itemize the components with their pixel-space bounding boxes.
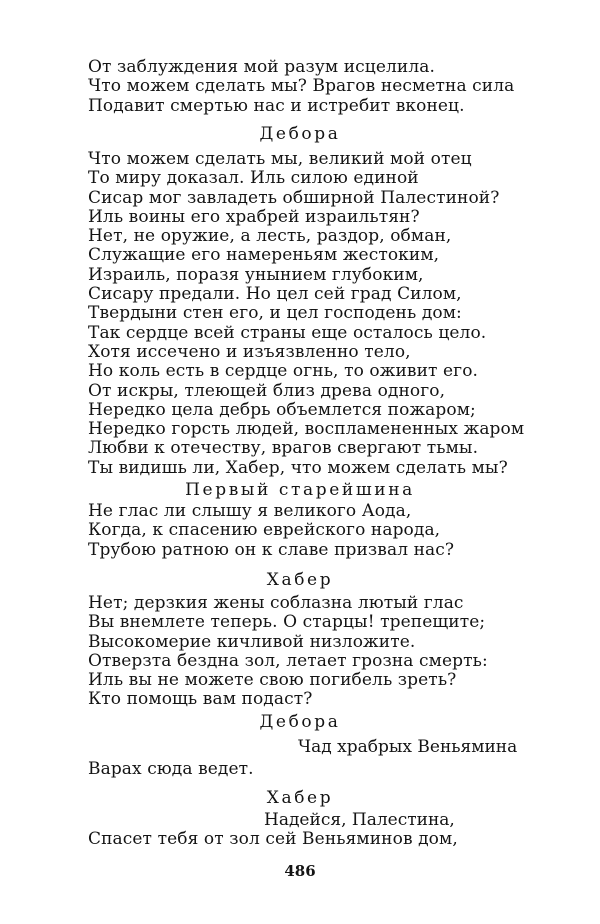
verse-line-indented: Надейся, Палестина, (264, 810, 455, 830)
verse-line: Вы внемлете теперь. О старцы! трепещите; (88, 612, 486, 633)
verse-line: Но коль есть в сердце огнь, то оживит его. (88, 361, 479, 382)
verse-line: Спасет тебя от зол сей Веньяминов дом, (88, 829, 458, 849)
verse-line: Нередко цела дебрь объемлется пожаром; (88, 399, 476, 420)
verse-line: От заблуждения мой разум исцелила. (88, 57, 435, 77)
verse-line-indented: Чад храбрых Веньямина (298, 737, 518, 757)
verse-line: Высокомерие кичливой низложите. (88, 631, 416, 652)
verse-line: Твердыни стен его, и цел господень дом: (88, 303, 462, 324)
verse-line: Израиль, поразя унынием глубоким, (88, 264, 424, 285)
speaker-name-haber-2: Хабер (266, 788, 334, 808)
verse-line: Любви к отечеству, врагов свергают тьмы. (88, 438, 479, 459)
verse-line: Ты видишь ли, Хабер, что можем сделать мы? (88, 457, 508, 478)
stanza-2 (88, 150, 548, 478)
stanza-6 (88, 830, 548, 849)
verse-line: То миру доказал. Иль силою единой (88, 168, 419, 189)
verse-line: Варах сюда ведет. (88, 759, 254, 779)
verse-line: Кто помощь вам подаст? (88, 689, 313, 710)
verse-line: Когда, к спасению еврейского народа, (88, 520, 441, 541)
page-number: 486 (284, 862, 316, 880)
verse-line: Нет, не оружие, а лесть, раздор, обман, (88, 226, 452, 247)
speaker-name-first-elder: Первый старейшина (185, 480, 415, 500)
verse-line: Хотя иссечено и изъязвленно тело, (88, 341, 411, 362)
verse-line: Сисар мог завладеть обширной Палестиной? (88, 187, 500, 208)
verse-line: Что можем сделать мы, великий мой отец (88, 149, 472, 169)
verse-line: От искры, тлеющей близ древа одного, (88, 380, 446, 401)
speaker-name-haber: Хабер (266, 570, 334, 590)
verse-line: Нет; дерзкия жены соблазна лютый глас (88, 593, 464, 613)
stanza-5 (88, 760, 548, 779)
verse-line: Иль вы не можете свою погибель зреть? (88, 670, 457, 691)
verse-line: Отверзта бездна зол, летает грозна смерть: (88, 650, 488, 671)
speaker-name-debora-2: Дебора (259, 712, 341, 732)
stanza-4 (88, 594, 548, 710)
speaker-name-debora: Дебора (259, 124, 341, 144)
verse-line: Трубою ратною он к славе призвал нас? (88, 539, 455, 560)
stanza-3 (88, 502, 548, 560)
verse-line: Служащие его намереньям жестоким, (88, 245, 440, 266)
verse-line: Иль воины его храбрей израильтян? (88, 206, 420, 227)
verse-line: Что можем сделать мы? Врагов несметна сила (88, 76, 515, 97)
verse-line: Подавит смертью нас и истребит вконец. (88, 95, 465, 116)
verse-line: Так сердце всей страны еще осталось цело. (88, 322, 487, 343)
verse-line: Нередко горсть людей, воспламененных жаром (88, 419, 525, 440)
verse-line: Сисару предали. Но цел сей град Силом, (88, 284, 462, 305)
verse-line: Не глас ли слышу я великого Аода, (88, 501, 412, 521)
stanza-1 (88, 58, 548, 116)
